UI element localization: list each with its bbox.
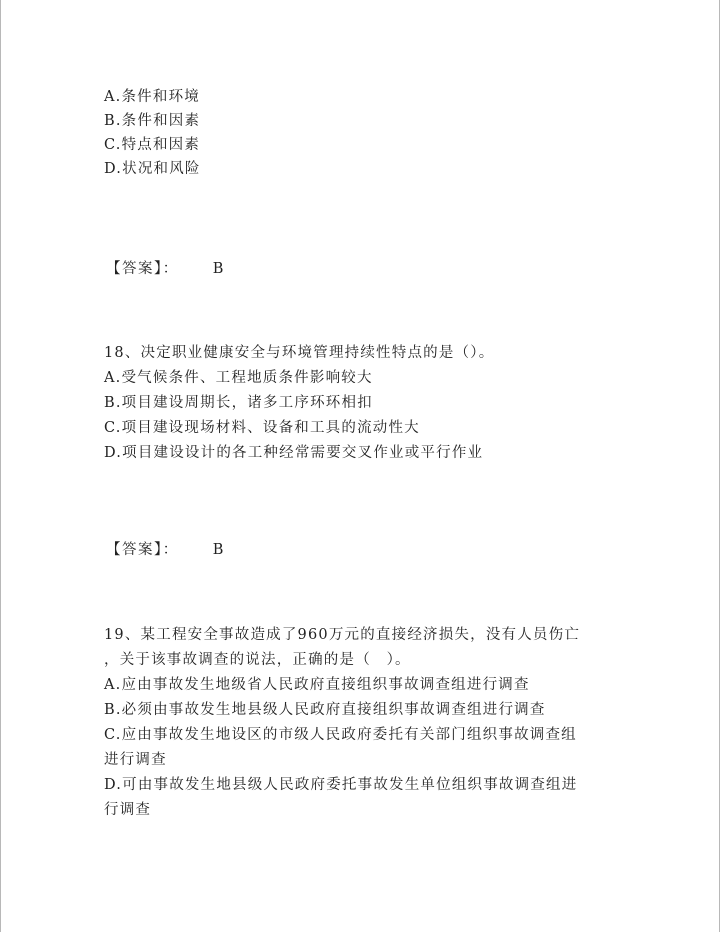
q17-option-b: B.条件和因素 <box>104 113 201 129</box>
q17-answer-value: B <box>212 261 225 277</box>
page-left-edge <box>0 0 1 932</box>
q19-option-c: C.应由事故发生地设区的市级人民政府委托有关部门组织事故调查组 <box>104 727 577 743</box>
q19-option-a: A.应由事故发生地级省人民政府直接组织事故调查组进行调查 <box>104 677 530 693</box>
q17-option-c: C.特点和因素 <box>104 137 201 153</box>
q19-stem-line-1: 19、某工程安全事故造成了960万元的直接经济损失，没有人员伤亡 <box>104 627 581 643</box>
q19-option-c-cont: 进行调查 <box>104 752 167 768</box>
q19-stem-line-2: ，关于该事故调查的说法，正确的是（ ）。 <box>104 652 411 668</box>
q18-option-a: A.受气候条件、工程地质条件影响较大 <box>104 370 373 386</box>
q17-option-a: A.条件和环境 <box>104 89 200 105</box>
q17-option-d: D.状况和风险 <box>104 161 201 177</box>
q19-option-b: B.必须由事故发生地县级人民政府直接组织事故调查组进行调查 <box>104 702 546 718</box>
q18-stem: 18、决定职业健康安全与环境管理持续性特点的是（）。 <box>104 345 495 361</box>
q17-answer <box>106 257 225 281</box>
q19-option-d-cont: 行调查 <box>104 802 152 818</box>
q18-option-b: B.项目建设周期长，诸多工序环环相扣 <box>104 395 373 411</box>
q18-answer <box>106 538 225 562</box>
q18-option-c: C.项目建设现场材料、设备和工具的流动性大 <box>104 420 420 436</box>
q18-answer-label: 【答案】： <box>106 542 179 558</box>
q17-answer-label: 【答案】： <box>106 261 179 277</box>
q18-answer-value: B <box>212 542 225 558</box>
q19-option-d: D.可由事故发生地县级人民政府委托事故发生单位组织事故调查组进 <box>104 777 578 793</box>
q18-option-d: D.项目建设设计的各工种经常需要交叉作业或平行作业 <box>104 445 484 461</box>
